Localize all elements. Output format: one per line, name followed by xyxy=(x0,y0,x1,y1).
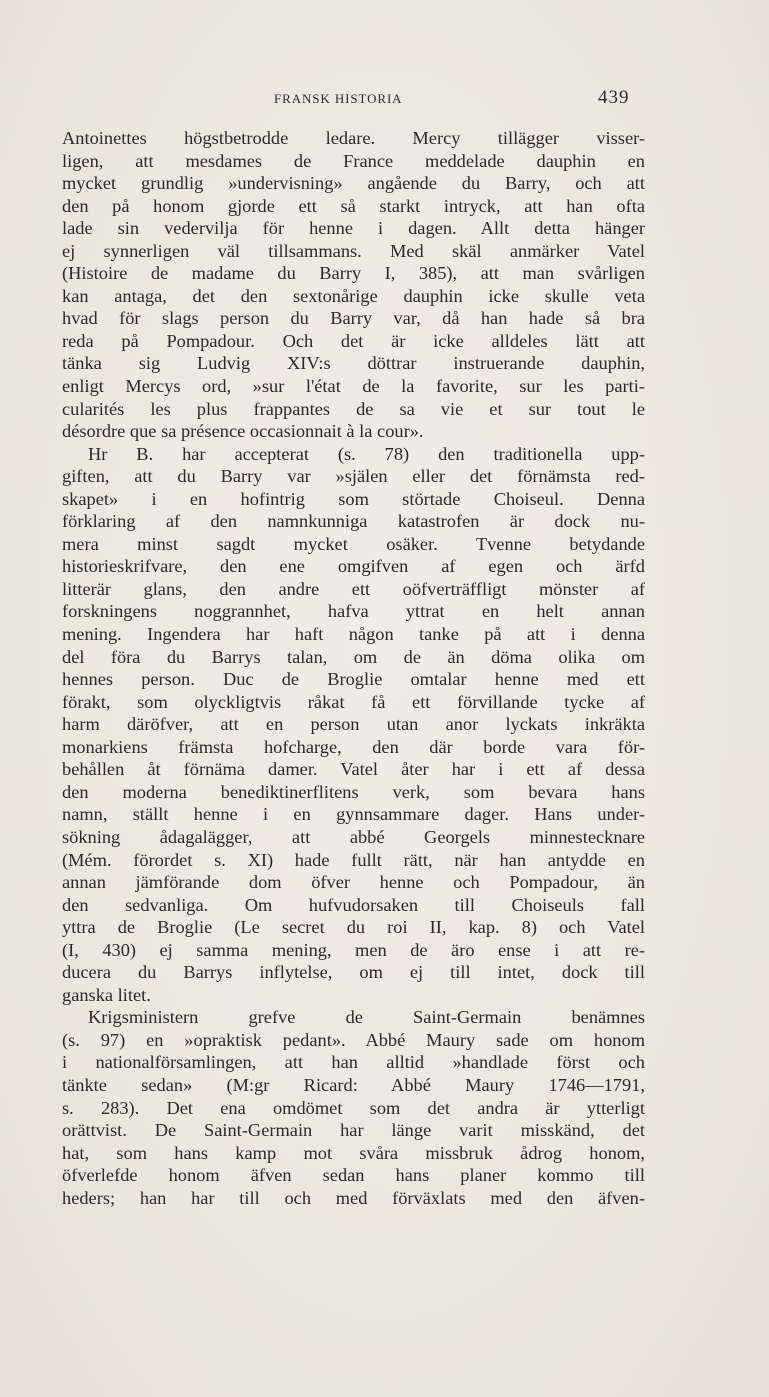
running-title: FRANSK HISTORIA xyxy=(274,91,403,106)
body-text xyxy=(62,127,645,1209)
text-line: del föra du Barrys talan, om de än döma olika om xyxy=(62,646,645,667)
text-line: orättvist. De Saint-Germain har länge varit misskänd, det xyxy=(62,1120,645,1141)
text-line: Krigsministern grefve de Saint-Germain benämnes xyxy=(88,1007,645,1028)
text-line: hat, som hans kamp mot svåra missbruk ådrog honom, xyxy=(62,1142,645,1163)
text-line: ganska litet. xyxy=(62,984,151,1005)
text-line: kan antaga, det den sextonårige dauphin icke skulle veta xyxy=(62,285,645,306)
running-head xyxy=(0,89,769,111)
text-line: förklaring af den namnkunniga katastrofen är dock nu- xyxy=(62,511,645,532)
text-line: enligt Mercys ord, »sur l'état de la favorite, sur les parti- xyxy=(62,376,645,397)
text-line: tänkte sedan» (M:gr Ricard: Abbé Maury 1746—1791, xyxy=(62,1074,645,1095)
page-number: 439 xyxy=(598,87,630,108)
text-line: mycket grundlig »undervisning» angående du Barry, och att xyxy=(62,173,645,194)
text-line: namn, ställt henne i en gynnsammare dager. Hans under- xyxy=(62,804,645,825)
text-line: hennes person. Duc de Broglie omtalar henne med ett xyxy=(62,669,645,690)
text-line: monarkiens främsta hofcharge, den där borde vara för- xyxy=(62,736,645,757)
text-line: ligen, att mesdames de France meddelade dauphin en xyxy=(62,150,645,171)
text-line: den moderna benediktinerflitens verk, som bevara hans xyxy=(62,781,645,802)
text-line: öfverlefde honom äfven sedan hans planer kommo till xyxy=(62,1165,645,1186)
text-line: den på honom gjorde ett så starkt intryck, att han ofta xyxy=(62,195,645,216)
text-line: forskningens noggrannhet, hafva yttrat en helt annan xyxy=(62,601,645,622)
text-line: tänka sig Ludvig XIV:s döttrar instruerande dauphin, xyxy=(62,353,645,374)
text-line: ej synnerligen väl tillsammans. Med skäl anmärker Vatel xyxy=(62,240,645,261)
text-line: skapet» i en hofintrig som störtade Choiseul. Denna xyxy=(62,488,645,509)
text-line: (I, 430) ej samma mening, men de äro ense i att re- xyxy=(62,939,645,960)
text-line: (Histoire de madame du Barry I, 385), att man svårligen xyxy=(62,263,645,284)
text-line: litterär glans, den andre ett oöfverträffligt mönster af xyxy=(62,578,645,599)
text-line: annan jämförande dom öfver henne och Pompadour, än xyxy=(62,872,645,893)
text-line: harm däröfver, att en person utan anor lyckats inkräkta xyxy=(62,714,645,735)
text-line: giften, att du Barry var »själen eller det förnämsta red- xyxy=(62,466,645,487)
text-line: cularités les plus frappantes de sa vie et sur tout le xyxy=(62,398,645,419)
text-line: heders; han har till och med förväxlats med den äfven- xyxy=(62,1187,645,1208)
text-line: désordre que sa présence occasionnait à la cour». xyxy=(62,421,424,442)
text-line: (s. 97) en »opraktisk pedant». Abbé Maury sade om honom xyxy=(62,1029,645,1050)
text-line: Antoinettes högstbetrodde ledare. Mercy tillägger visser- xyxy=(62,128,645,148)
text-line: ducera du Barrys inflytelse, om ej till intet, dock till xyxy=(62,962,645,983)
text-line: behållen åt förnäma damer. Vatel åter har i ett af dessa xyxy=(62,759,645,780)
text-line: Hr B. har accepterat (s. 78) den traditionella upp- xyxy=(88,443,645,464)
text-line: lade sin vedervilja för henne i dagen. Allt detta hänger xyxy=(62,218,645,239)
text-line: reda på Pompadour. Och det är icke alldeles lätt att xyxy=(62,330,645,351)
text-line: yttra de Broglie (Le secret du roi II, kap. 8) och Vatel xyxy=(62,917,645,938)
text-line: mening. Ingendera har haft någon tanke på att i denna xyxy=(62,624,645,645)
text-line: mera minst sagdt mycket osäker. Tvenne betydande xyxy=(62,533,645,554)
text-line: den sedvanliga. Om hufvudorsaken till Choiseuls fall xyxy=(62,894,645,915)
text-line: hvad för slags person du Barry var, då han hade så bra xyxy=(62,308,645,329)
text-line: (Mém. förordet s. XI) hade fullt rätt, när han antydde en xyxy=(62,849,645,870)
text-line: sökning ådagalägger, att abbé Georgels minnestecknare xyxy=(62,826,645,847)
text-line: förakt, som olyckligtvis råkat få ett förvillande tycke af xyxy=(62,691,645,712)
text-line: s. 283). Det ena omdömet som det andra är ytterligt xyxy=(62,1097,645,1118)
text-line: historieskrifvare, den ene omgifven af egen och ärfd xyxy=(62,556,645,577)
text-line: i nationalförsamlingen, att han alltid »handlade först och xyxy=(62,1052,645,1073)
